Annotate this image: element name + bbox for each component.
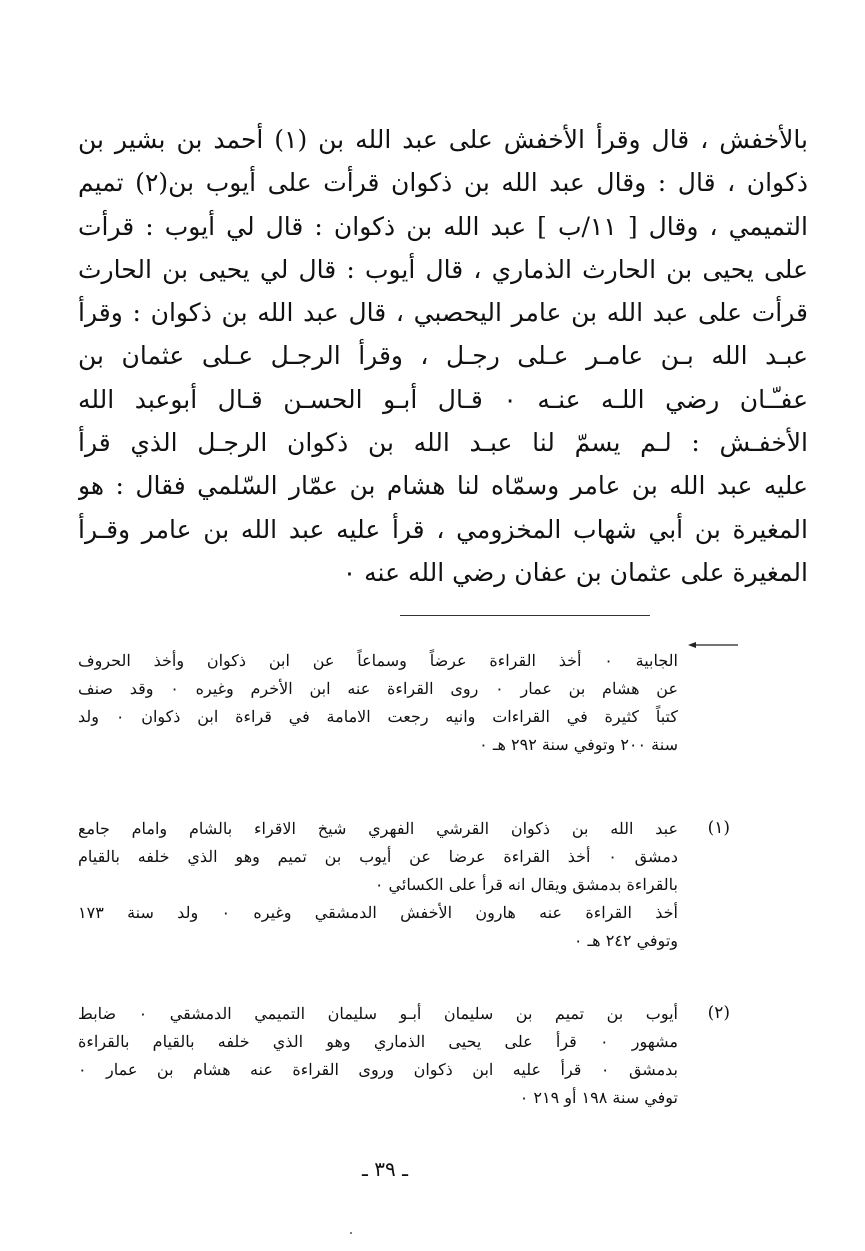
footnote-line: وتوفي ٢٤٢ هـ ٠ [573,931,678,950]
footnote-line: توفي سنة ١٩٨ أو ٢١٩ ٠ [519,1088,678,1107]
main-text-line: ذكوان ، قال : وقال عبد الله بن ذكوان قرأت على أيوب بن(٢) تميم [78,168,808,198]
main-text-line: الأخفـش : لـم يسمّ لنا عبـد الله بن ذكوان الرجـل الذي قرأ [78,428,808,458]
main-text-line: عفـّـان رضي اللـه عنـه ٠ قـال أبـو الحسـن قـال أبوعبد الله [78,384,808,414]
footnote-marker: (١) [707,818,730,838]
main-text-line: المغيرة بن أبي شهاب المخزومي ، قرأ عليه عبد الله بن عامر وقـرأ [78,514,808,544]
footnote-line: أخذ القراءة عنه هارون الأخفش الدمشقي وغيره ٠ ولد سنة ١٧٣ [78,903,678,922]
main-text-block [78,118,808,594]
arrow-left-icon [688,640,738,650]
main-text-line: قرأت على عبد الله بن عامر اليحصبي ، قال عبد الله بن ذكوان : وقرأ [78,298,808,328]
footnote-line: كتباً كثيرة في القراءات وانيه رجعت الامامة في قراءة ابن ذكوان ٠ ولد [78,707,678,726]
footnote-1 [78,815,678,955]
footnote-divider [400,615,650,616]
footnote-line: بالقراءة بدمشق ويقال انه قرأ على الكسائي ٠ [374,875,678,894]
footnote-line: سنة ٢٠٠ وتوفي سنة ٢٩٢ هـ ٠ [479,735,678,754]
main-text-line: بالأخفش ، قال وقرأ الأخفش على عبد الله بن (١) أحمد بن بشير بن [78,125,808,154]
page-number: ـ ٣٩ ـ [362,1157,408,1181]
main-text-line: على يحيى بن الحارث الذماري ، قال أيوب : قال لي يحيى بن الحارث [78,254,808,284]
footnote-line: الجابية ٠ أخذ القراءة عرضاً وسماعاً عن ابن ذكوان وأخذ الحروف [78,651,678,670]
footnote-line: بدمشق ٠ قرأ عليه ابن ذكوان وروى القراءة عنه هشام بن عمار ٠ [78,1060,678,1079]
footnote-continuation [78,647,678,759]
footnote-line: عن هشام بن عمار ٠ روى القراءة عنه ابن الأخرم وغيره ٠ وقد صنف [78,679,678,698]
footnote-line: دمشق ٠ أخذ القراءة عرضا عن أيوب بن تميم وهو الذي خلفه بالقيام [78,847,678,866]
footnote-marker: (٢) [707,1003,730,1023]
footnote-line: أيوب بن تميم بن سليمان أبـو سليمان التميمي الدمشقي ٠ ضابط [78,1004,678,1023]
main-text-line: المغيرة على عثمان بن عفان رضي الله عنه ٠ [342,557,808,587]
footnote-line: عبد الله بن ذكوان القرشي الفهري شيخ الاقراء بالشام وامام جامع [78,819,678,838]
scan-speck [350,1232,352,1234]
footnote-line: مشهور ٠ قرأ على يحيى الذماري وهو الذي خلفه بالقيام بالقراءة [78,1032,678,1051]
main-text-line: التميمي ، وقال [ ١١/ب ] عبد الله بن ذكوان : قال لي أيوب : قرأت [78,211,808,241]
main-text-line: عبـد الله بـن عامـر عـلى رجـل ، وقرأ الرجـل عـلى عثمان بن [78,341,808,371]
footnote-2 [78,1000,678,1112]
main-text-line: عليه عبد الله بن عامر وسمّاه لنا هشام بن عمّار السّلمي فقال : هو [78,471,808,501]
